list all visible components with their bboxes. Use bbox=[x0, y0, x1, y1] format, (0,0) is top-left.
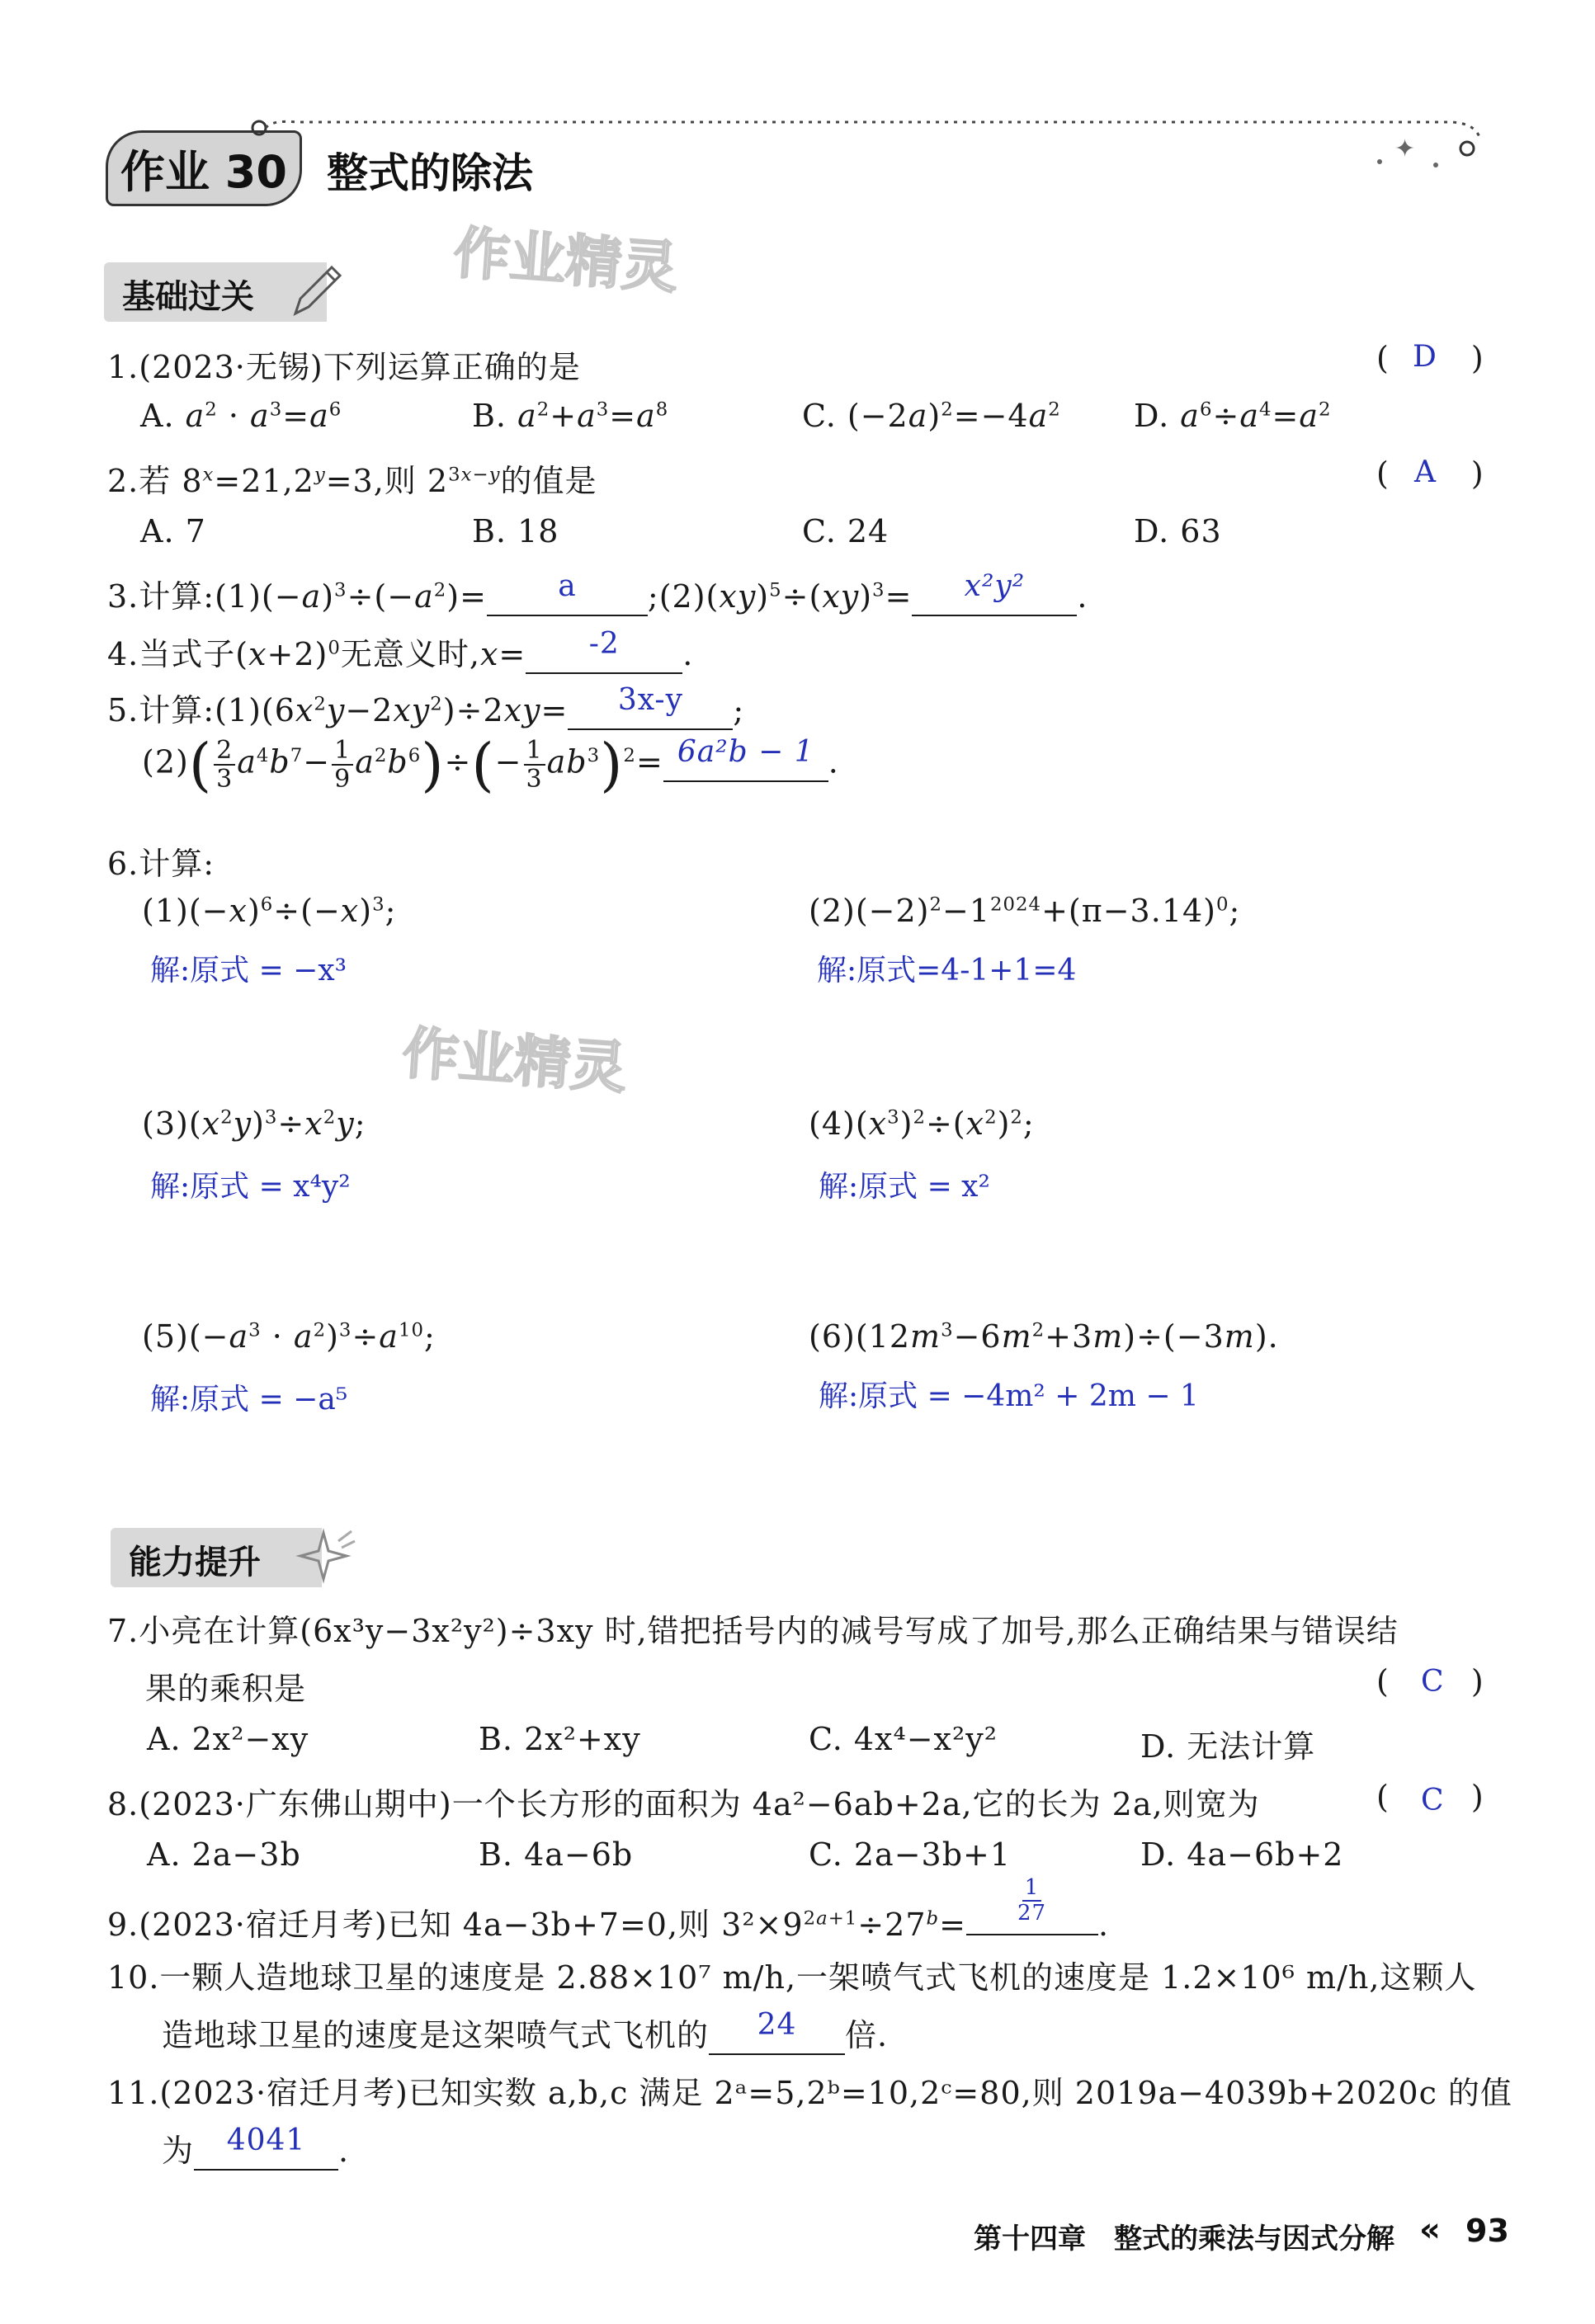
q3-answer-2: x²y² bbox=[964, 569, 1026, 603]
q8-option-d: D. 4a−6b+2 bbox=[1140, 1836, 1344, 1873]
q10-line1: 10.一颗人造地球卫星的速度是 2.88×10⁷ m/h,一架喷气式飞机的速度是 1.2×10⁶ m/h,这颗人 bbox=[107, 1959, 1477, 1996]
sparkle-icon bbox=[290, 1523, 356, 1589]
q3-line: 3.计算$:(1)(-a)^3\div(-a^2)= a$ ;(2)(xy)$^5$÷(xy)$^3$= x²y² . bbox=[107, 569, 1088, 615]
q7-option-c: C. 4x⁴−x²y² bbox=[809, 1721, 998, 1757]
q10-line2: 造地球卫星的速度是这架喷气式飞机的 24 倍. bbox=[162, 2008, 889, 2053]
watermark: 作业精灵 bbox=[451, 220, 681, 302]
q7-option-a: A. 2x²−xy bbox=[147, 1721, 309, 1757]
svg-text:✦: ✦ bbox=[1394, 134, 1416, 163]
q6-label: 6.计算: bbox=[107, 846, 215, 882]
q2-option-c: C. 24 bbox=[802, 513, 890, 549]
q5-answer-2: 6a²b − 1 bbox=[677, 734, 814, 769]
q7-line1: 7.小亮在计算(6x³y−3x²y²)÷3xy 时,错把括号内的减号写成了加号,那么正确结果与错误结 bbox=[107, 1613, 1399, 1649]
q1-option-c: C. $(-2a)^2=-4a^2$ bbox=[802, 398, 1061, 434]
q9-answer-denominator: 27 bbox=[1017, 1900, 1047, 1926]
q11-answer: 4041 bbox=[226, 2124, 306, 2157]
q10-answer: 24 bbox=[757, 2008, 797, 2042]
q6-part4: $(4)(x^3)^2\div(x^2)^2$; bbox=[809, 1105, 1035, 1142]
q3-answer-1: a bbox=[558, 569, 577, 603]
q8-option-b: B. 4a−6b bbox=[479, 1836, 634, 1873]
section-advanced: 能力提升 bbox=[111, 1528, 322, 1587]
q6-solution-6: 解:原式 = −4m² + 2m − 1 bbox=[819, 1379, 1199, 1413]
q8-option-a: A. 2a−3b bbox=[147, 1836, 301, 1873]
q5-line1: 5.计算$:(1)(6x^2y-2xy^2)\div 2xy= 3x-y$ ; bbox=[107, 683, 745, 728]
q2-stem: 2.若 $8^x=21,2^y=3$,则 $2^{3x-y}$的值是 bbox=[107, 463, 597, 499]
page-number: 93 bbox=[1465, 2213, 1509, 2249]
header-badge-text: 作业 30 bbox=[120, 146, 287, 198]
q4-answer: -2 bbox=[588, 627, 620, 661]
q11-line1: 11.(2023·宿迁月考)已知实数 a,b,c 满足 2ᵃ=5,2ᵇ=10,2ᶜ=80,则 2019a−4039b+2020c 的值 bbox=[107, 2075, 1512, 2111]
q2-bracket: ( ) bbox=[1376, 455, 1484, 492]
q2-option-b: B. 18 bbox=[472, 513, 559, 549]
q2-answer: A bbox=[1414, 455, 1436, 489]
q6-part2: $(2)(-2)^2-1^{2024}+(\pi-3.14)^0$; bbox=[809, 893, 1241, 929]
q5-answer-1: 3x-y bbox=[617, 683, 683, 717]
q4-line: 4.当式子$(x+2)^0$无意义时,x= -2 . bbox=[107, 627, 694, 672]
q7-option-d: D. 无法计算 bbox=[1140, 1728, 1316, 1765]
q7-line2: 果的乘积是 bbox=[145, 1671, 307, 1707]
q8-stem: 8.(2023·广东佛山期中)一个长方形的面积为 4a²−6ab+2a,它的长为 2a,则宽为 bbox=[107, 1786, 1260, 1822]
watermark: 作业精灵 bbox=[400, 1021, 630, 1102]
q5-line2: (2)( $\frac{2}{3}$ $a^4b^7-$ $\frac{1}{9}$ $a^2b^6)\div(-$ $\frac{1}{3}$ $ab^3)^2= 6a^2b - 1$ . bbox=[142, 731, 839, 799]
q6-solution-4: 解:原式 = x² bbox=[819, 1170, 990, 1204]
q1-option-b: B. $a^2+a^3=a^8$ bbox=[472, 398, 669, 434]
double-chevron-icon: « bbox=[1419, 2211, 1441, 2249]
q6-solution-3: 解:原式 = x⁴y² bbox=[150, 1170, 351, 1204]
q7-option-b: B. 2x²+xy bbox=[479, 1721, 641, 1757]
pencil-icon bbox=[289, 262, 342, 320]
q6-solution-2: 解:原式=4-1+1=4 bbox=[817, 954, 1077, 988]
q6-solution-5: 解:原式 = −a⁵ bbox=[150, 1383, 348, 1417]
q11-line2: 为 4041 . bbox=[162, 2124, 350, 2169]
q1-answer: D bbox=[1413, 340, 1437, 374]
q1-bracket: ( ) bbox=[1376, 340, 1484, 376]
page-title: 整式的除法 bbox=[327, 149, 533, 197]
q7-answer: C bbox=[1421, 1665, 1444, 1699]
q6-part6: $(6)(12m^3-6m^2+3m)\div(-3m)$. bbox=[809, 1318, 1279, 1355]
q1-stem: 1.(2023·无锡)下列运算正确的是 bbox=[107, 349, 581, 385]
q2-option-d: D. 63 bbox=[1134, 513, 1222, 549]
section-basic: 基础过关 bbox=[104, 262, 327, 322]
header-dotted-line bbox=[248, 115, 1502, 173]
footer-chapter: 第十四章 整式的乘法与因式分解 bbox=[974, 2223, 1394, 2256]
q8-option-c: C. 2a−3b+1 bbox=[809, 1836, 1012, 1873]
q2-option-a: A. 7 bbox=[140, 513, 206, 549]
q9-line: 9.(2023·宿迁月考)已知 4a−3b+7=0,则 $3^2\times 9^{2a+1}\div 27^b=$ $\frac{1}{27}$ . bbox=[107, 1875, 1110, 1943]
q9-answer-numerator: 1 bbox=[1022, 1876, 1042, 1902]
q6-part3: $(3)(x^2y)^3\div x^2y$; bbox=[142, 1105, 366, 1142]
q8-answer: C bbox=[1421, 1784, 1444, 1817]
q6-part1: $(1)(-x)^6\div(-x)^3$; bbox=[142, 893, 397, 929]
q6-solution-1: 解:原式 = −x³ bbox=[150, 954, 347, 988]
q1-option-d: D. $a^6\div a^4=a^2$ bbox=[1134, 398, 1332, 434]
q8-bracket: ( ) bbox=[1376, 1779, 1484, 1815]
q1-option-a: A. $a^2 \cdot a^3=a^6$ bbox=[140, 398, 342, 434]
q6-part5: $(5)(-a^3 \cdot a^2)^3\div a^{10}$; bbox=[142, 1318, 436, 1355]
q7-bracket: ( ) bbox=[1376, 1663, 1484, 1699]
